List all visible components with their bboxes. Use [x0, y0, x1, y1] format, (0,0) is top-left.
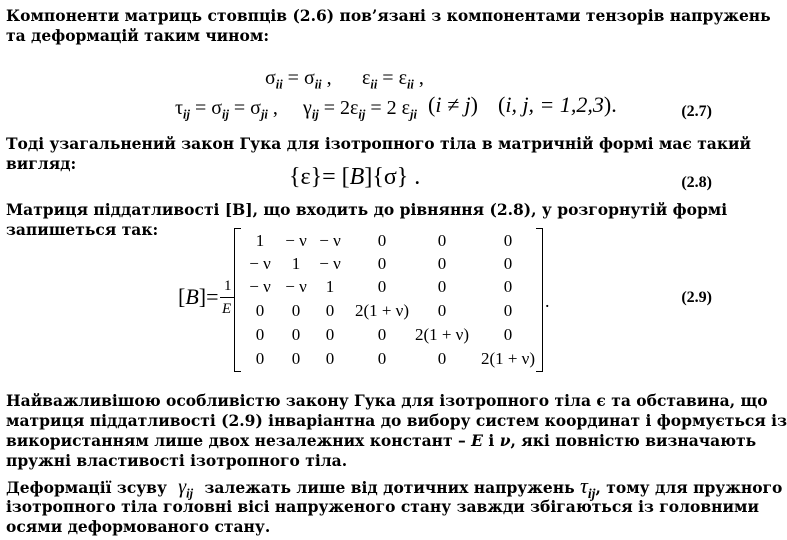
- eq27-condition: (i ≠ j): [428, 92, 478, 117]
- matrix-cell: 0: [291, 301, 301, 320]
- matrix-cell: 2(1 + ν): [480, 349, 536, 368]
- matrix-cell: 0: [437, 231, 447, 250]
- matrix-cell: 0: [291, 325, 301, 344]
- eq29-period: .: [545, 291, 550, 311]
- matrix-cell: 0: [377, 277, 387, 296]
- matrix-cell: 2(1 + ν): [414, 325, 470, 344]
- matrix-cell: 0: [377, 231, 387, 250]
- eq27-number: (2.7): [681, 103, 712, 120]
- matrix-cell: − ν: [249, 277, 271, 296]
- matrix-cell: − ν: [285, 277, 307, 296]
- paragraph4-line1: Найважливішою особливістю закону Гука для ізотропного тіла є та обставина, що: [6, 391, 768, 410]
- paragraph4-line3: використанням лише двох незалежних констант – E і ν, які повністю визначають: [6, 431, 757, 450]
- eq28-formula: {ε}= [B]{σ} .: [289, 164, 421, 190]
- matrix-cell: 0: [503, 301, 513, 320]
- matrix-cell: 0: [325, 301, 335, 320]
- matrix-cell: 0: [325, 349, 335, 368]
- matrix-cell: 1: [325, 277, 335, 296]
- paragraph4-line4: пружні властивості ізотропного тіла.: [6, 451, 348, 470]
- matrix-cell: 0: [437, 301, 447, 320]
- paragraph3-line2: запишеться так:: [6, 220, 159, 239]
- eq28-number: (2.8): [681, 174, 712, 191]
- paragraph3-line1: Матриця піддатливості [B], що входить до рівняння (2.8), у розгорнутій формі: [6, 200, 728, 219]
- matrix-cell: 0: [503, 325, 513, 344]
- eq27-row1-eps: $\varepsilon_{ii} = \varepsilon_{ii}$ ,: [362, 67, 424, 92]
- paragraph4-line2: матриця піддатливості (2.9) інваріантна до вибору систем координат і формується із: [6, 411, 787, 430]
- eq27-row1-sigma: $\sigma_{ii} = \sigma_{ii}$ ,: [265, 67, 332, 92]
- eq27-row2-tau: $\tau_{ij} = \sigma_{ij} = \sigma_{ji}$ ,: [175, 97, 278, 122]
- paragraph2-line1: Тоді узагальнений закон Гука для ізотропного тіла в матричній формі має такий: [6, 134, 752, 153]
- matrix-cell: 1: [291, 254, 301, 273]
- eq29-number: (2.9): [681, 289, 712, 306]
- matrix-cell: 0: [503, 254, 513, 273]
- matrix-cell: 0: [291, 349, 301, 368]
- matrix-cell: 1: [255, 231, 265, 250]
- paragraph1-line1: Компоненти матриць стовпців (2.6) пов’язані з компонентами тензорів напружень: [6, 6, 771, 25]
- eq27-index-list: (i, j, = 1,2,3).: [498, 92, 617, 117]
- eq29-denominator: E: [222, 301, 232, 317]
- paragraph1-line2: та деформацій таким чином:: [6, 26, 270, 45]
- gamma-ij-symbol: $\gamma_{ij}$: [178, 476, 194, 501]
- tau-ij-symbol: $\tau_{ij}$: [580, 473, 596, 501]
- eq29-fraction-bar: [220, 297, 234, 298]
- matrix-cell: 0: [437, 349, 447, 368]
- matrix-cell: − ν: [285, 231, 307, 250]
- matrix-cell: 0: [255, 301, 265, 320]
- matrix-cell: 0: [377, 325, 387, 344]
- paragraph5-line1: Деформації зсуву $\gamma_{ij}$ залежать лише від дотичних напружень $\tau_{ij}$, тому для пружного: [6, 473, 783, 501]
- matrix-cell: 0: [255, 349, 265, 368]
- matrix-cell: 0: [503, 277, 513, 296]
- eq29-numerator: 1: [224, 278, 232, 294]
- matrix-cell: 0: [377, 349, 387, 368]
- matrix-cell: 2(1 + ν): [354, 301, 410, 320]
- matrix-cell: 0: [437, 254, 447, 273]
- matrix-cell: − ν: [319, 231, 341, 250]
- matrix-cell: − ν: [249, 254, 271, 273]
- matrix-cell: 0: [503, 231, 513, 250]
- paragraph5-line3: осями деформованого стану.: [6, 517, 271, 536]
- paragraph2-line2: вигляд:: [6, 154, 77, 173]
- matrix-cell: 0: [325, 325, 335, 344]
- matrix-cell: 0: [437, 277, 447, 296]
- eq27-row2-gamma: $\gamma_{ij} = 2\varepsilon_{ij} = 2$ $\varepsilon_{ji}$: [303, 97, 417, 122]
- eq29-B: [B]=: [178, 284, 219, 309]
- matrix-cell: 0: [255, 325, 265, 344]
- matrix-cell: 0: [377, 254, 387, 273]
- paragraph5-line2: ізотропного тіла головні вісі напруженого стану завжди збігаються із головними: [6, 497, 759, 516]
- matrix-cell: − ν: [319, 254, 341, 273]
